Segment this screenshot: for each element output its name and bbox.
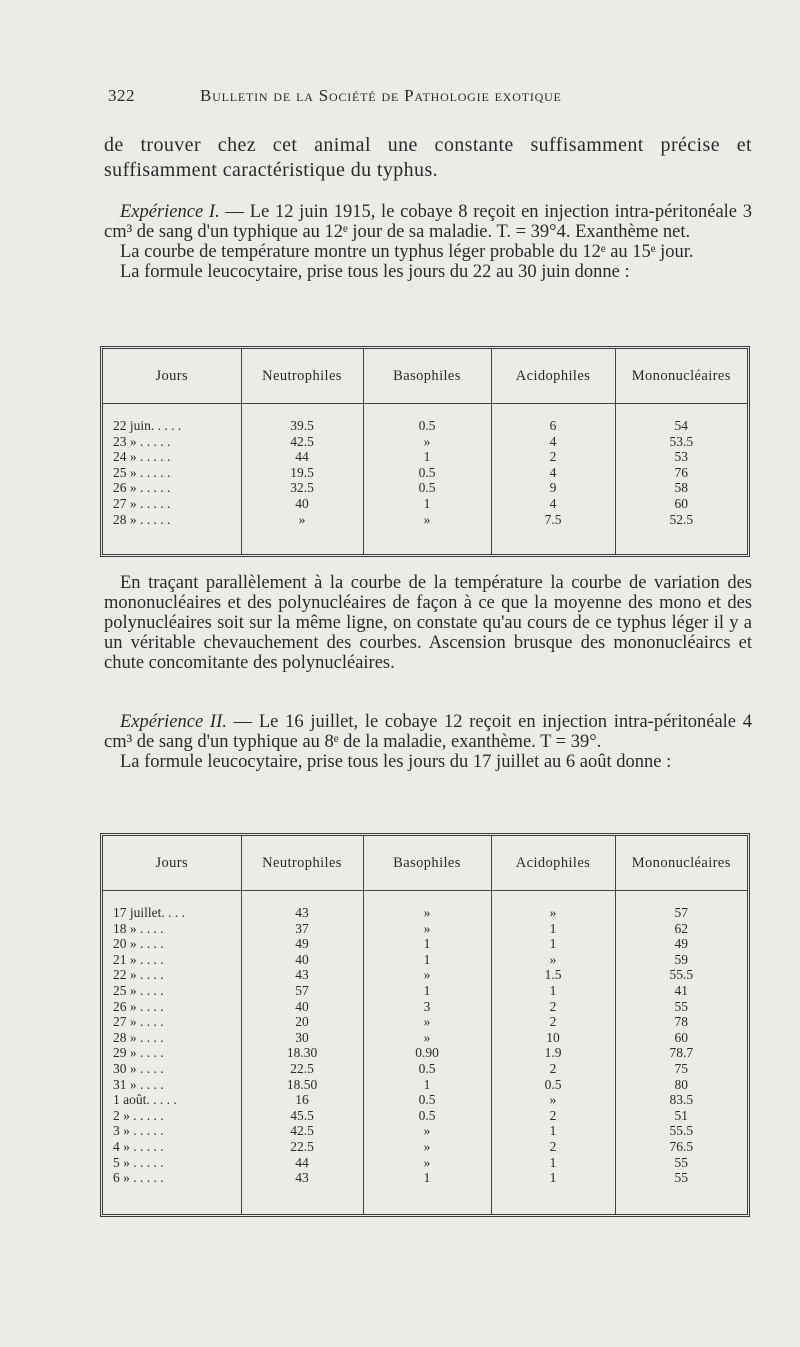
table-experiment-1 bbox=[100, 346, 750, 557]
column-header-acidophiles: Acidophiles bbox=[491, 836, 615, 891]
cell-neutrophiles: 20 bbox=[241, 1014, 363, 1030]
cell-neutrophiles: 42.5 bbox=[241, 434, 363, 450]
table-row bbox=[103, 952, 747, 968]
paragraph: La formule leucocytaire, prise tous les jours du 22 au 30 juin donne : bbox=[120, 262, 630, 282]
page-number: 322 bbox=[108, 86, 135, 105]
cell-day: 28 » . . . . . bbox=[103, 512, 241, 528]
cell-neutrophiles: 40 bbox=[241, 496, 363, 512]
cell-day: 28 » . . . . bbox=[103, 1030, 241, 1046]
experiment-2-label: Expérience II. bbox=[120, 712, 227, 732]
cell-acidophiles: » bbox=[491, 1092, 615, 1108]
journal-title: Bulletin de la Société de Pathologie exotique bbox=[200, 86, 562, 105]
cell-day: 18 » . . . . bbox=[103, 921, 241, 937]
cell-mononucleaires: 55.5 bbox=[669, 1123, 694, 1139]
cell-acidophiles: 4 bbox=[491, 434, 615, 450]
table-row bbox=[103, 1030, 747, 1046]
cell-day: 26 » . . . . bbox=[103, 999, 241, 1015]
table-filler-row bbox=[103, 527, 747, 554]
experiment-2-body: — Le 16 juillet, le cobaye 12 reçoit en injection intra-péritonéale 4 cm³ de sang d'un typhique au 8ᵉ de la maladie, exanthème. T = 39°. bbox=[104, 712, 752, 752]
filler-cell bbox=[363, 527, 491, 554]
cell-acidophiles: 1 bbox=[491, 1123, 615, 1139]
cell-neutrophiles: 43 bbox=[241, 967, 363, 983]
cell-neutrophiles: 44 bbox=[241, 449, 363, 465]
table-header-row bbox=[103, 836, 747, 891]
cell-day: 27 » . . . . bbox=[103, 1014, 241, 1030]
table-row bbox=[103, 1139, 747, 1155]
cell-mononucleaires: 58 bbox=[674, 480, 688, 496]
table-row bbox=[103, 967, 747, 983]
column-header-mononucleaires: Mononucléaires bbox=[615, 836, 747, 891]
paragraph: La courbe de température montre un typhus léger probable du 12ᵉ au 15ᵉ jour. bbox=[120, 242, 694, 262]
table-experiment-2 bbox=[100, 833, 750, 1217]
cell-mononucleaires: 78.7 bbox=[669, 1045, 694, 1061]
cell-mononucleaires: 41 bbox=[674, 982, 688, 998]
table-row bbox=[103, 983, 747, 999]
cell-day: 29 » . . . . bbox=[103, 1045, 241, 1061]
table-row bbox=[103, 480, 747, 496]
cell-acidophiles: 2 bbox=[491, 1139, 615, 1155]
cell-mononucleaires: 55.5 bbox=[669, 967, 694, 983]
experiment-2-text bbox=[104, 712, 752, 772]
experiment-1-label: Expérience I. bbox=[120, 202, 220, 222]
cell-neutrophiles: 43 bbox=[241, 891, 363, 921]
discussion-text bbox=[104, 573, 752, 673]
column-header-neutrophiles: Neutrophiles bbox=[241, 349, 363, 404]
filler-cell bbox=[363, 1186, 491, 1214]
table-row bbox=[103, 999, 747, 1015]
data-table bbox=[103, 349, 747, 554]
filler-cell bbox=[241, 1186, 363, 1214]
cell-day: 17 juillet. . . . bbox=[103, 891, 241, 921]
cell-neutrophiles: 22.5 bbox=[241, 1139, 363, 1155]
cell-day: 26 » . . . . . bbox=[103, 480, 241, 496]
cell-day: 3 » . . . . . bbox=[103, 1123, 241, 1139]
filler-cell bbox=[241, 527, 363, 554]
experiment-1-text bbox=[104, 202, 752, 282]
cell-mononucleaires: 76.5 bbox=[669, 1138, 694, 1154]
cell-acidophiles: 10 bbox=[491, 1030, 615, 1046]
cell-basophiles: » bbox=[363, 1030, 491, 1046]
cell-acidophiles: 1 bbox=[491, 983, 615, 999]
table-header-row bbox=[103, 349, 747, 404]
cell-basophiles: 0.5 bbox=[363, 480, 491, 496]
column-header-basophiles: Basophiles bbox=[363, 836, 491, 891]
cell-basophiles: » bbox=[363, 512, 491, 528]
paragraph: La formule leucocytaire, prise tous les jours du 17 juillet au 6 août donne : bbox=[120, 752, 672, 772]
intro-text bbox=[104, 133, 752, 183]
cell-neutrophiles: 39.5 bbox=[241, 404, 363, 434]
cell-day: 30 » . . . . bbox=[103, 1061, 241, 1077]
cell-mononucleaires: 59 bbox=[674, 951, 688, 967]
cell-basophiles: 3 bbox=[363, 999, 491, 1015]
cell-mononucleaires: 62 bbox=[674, 920, 688, 936]
cell-mononucleaires: 52.5 bbox=[669, 511, 694, 527]
cell-neutrophiles: 49 bbox=[241, 936, 363, 952]
column-header-acidophiles: Acidophiles bbox=[491, 349, 615, 404]
cell-day: 22 juin. . . . . bbox=[103, 404, 241, 434]
table-row bbox=[103, 1170, 747, 1186]
cell-mononucleaires: 60 bbox=[674, 1029, 688, 1045]
paragraph: de trouver chez cet animal une constante suffisamment précise et suffisamment caractéristique du typhus. bbox=[104, 134, 752, 181]
cell-day: 23 » . . . . . bbox=[103, 434, 241, 450]
cell-mononucleaires: 53 bbox=[674, 449, 688, 465]
cell-acidophiles: » bbox=[491, 891, 615, 921]
cell-basophiles: » bbox=[363, 434, 491, 450]
cell-neutrophiles: 40 bbox=[241, 952, 363, 968]
cell-acidophiles: 2 bbox=[491, 1108, 615, 1124]
cell-basophiles: 1 bbox=[363, 936, 491, 952]
cell-mononucleaires: 60 bbox=[674, 495, 688, 511]
table-row bbox=[103, 1045, 747, 1061]
cell-mononucleaires: 53.5 bbox=[669, 433, 694, 449]
cell-neutrophiles: 57 bbox=[241, 983, 363, 999]
cell-mononucleaires: 80 bbox=[674, 1076, 688, 1092]
cell-neutrophiles: 30 bbox=[241, 1030, 363, 1046]
cell-acidophiles: 1 bbox=[491, 1155, 615, 1171]
table-row bbox=[103, 496, 747, 512]
filler-cell bbox=[491, 1186, 615, 1214]
cell-acidophiles: 2 bbox=[491, 449, 615, 465]
column-header-neutrophiles: Neutrophiles bbox=[241, 836, 363, 891]
cell-day: 25 » . . . . . bbox=[103, 465, 241, 481]
paragraph: En traçant parallèlement à la courbe de la température la courbe de variation des mononucléaires et des polynucléaires de façon à ce que la moyenne des mono et des polynucléaires soit sur la même ligne, on constate qu'au cours de ce typhus léger il y a un véritable chevauchement des courbes. Ascension brusque des mononucléaircs et chute concomitante des polynucléaires. bbox=[104, 573, 752, 673]
cell-acidophiles: 4 bbox=[491, 465, 615, 481]
cell-basophiles: 1 bbox=[363, 449, 491, 465]
table-row bbox=[103, 1061, 747, 1077]
cell-neutrophiles: 19.5 bbox=[241, 465, 363, 481]
cell-basophiles: 0.5 bbox=[363, 465, 491, 481]
table-row bbox=[103, 404, 747, 434]
cell-mononucleaires: 83.5 bbox=[669, 1092, 694, 1108]
cell-day: 24 » . . . . . bbox=[103, 449, 241, 465]
cell-neutrophiles: 43 bbox=[241, 1170, 363, 1186]
table-row bbox=[103, 512, 747, 528]
cell-mononucleaires: 75 bbox=[674, 1060, 688, 1076]
experiment-1-paragraph bbox=[104, 202, 752, 242]
table-row bbox=[103, 434, 747, 450]
cell-mononucleaires: 49 bbox=[674, 936, 688, 952]
cell-acidophiles: 2 bbox=[491, 1061, 615, 1077]
table-row bbox=[103, 1014, 747, 1030]
cell-day: 4 » . . . . . bbox=[103, 1139, 241, 1155]
experiment-1-body: — Le 12 juin 1915, le cobaye 8 reçoit en injection intra-péritonéale 3 cm³ de sang d'un typhique au 12ᵉ jour de sa maladie. T. = 39°4. Exanthème net. bbox=[104, 202, 752, 242]
cell-basophiles: 1 bbox=[363, 952, 491, 968]
cell-neutrophiles: 16 bbox=[241, 1092, 363, 1108]
column-header-basophiles: Basophiles bbox=[363, 349, 491, 404]
cell-basophiles: 0.5 bbox=[363, 1092, 491, 1108]
filler-cell bbox=[615, 1186, 747, 1214]
table-filler-row bbox=[103, 1186, 747, 1214]
cell-basophiles: 1 bbox=[363, 983, 491, 999]
cell-basophiles: 0.5 bbox=[363, 1108, 491, 1124]
cell-mononucleaires: 54 bbox=[674, 418, 688, 433]
cell-basophiles: » bbox=[363, 1014, 491, 1030]
cell-day: 2 » . . . . . bbox=[103, 1108, 241, 1124]
column-header-day: Jours bbox=[103, 836, 241, 891]
cell-basophiles: 0.5 bbox=[363, 1061, 491, 1077]
cell-basophiles: » bbox=[363, 1139, 491, 1155]
filler-cell bbox=[491, 527, 615, 554]
cell-basophiles: » bbox=[363, 1155, 491, 1171]
cell-neutrophiles: 42.5 bbox=[241, 1123, 363, 1139]
table-row bbox=[103, 891, 747, 921]
cell-acidophiles: 4 bbox=[491, 496, 615, 512]
cell-day: 5 » . . . . . bbox=[103, 1155, 241, 1171]
table-row bbox=[103, 1092, 747, 1108]
cell-mononucleaires: 55 bbox=[674, 1154, 688, 1170]
filler-cell bbox=[103, 527, 241, 554]
cell-neutrophiles: 44 bbox=[241, 1155, 363, 1171]
cell-day: 31 » . . . . bbox=[103, 1077, 241, 1093]
cell-neutrophiles: 22.5 bbox=[241, 1061, 363, 1077]
cell-mononucleaires: 57 bbox=[674, 905, 688, 920]
cell-basophiles: 1 bbox=[363, 1170, 491, 1186]
cell-basophiles: » bbox=[363, 891, 491, 921]
cell-acidophiles: 7.5 bbox=[491, 512, 615, 528]
table-row bbox=[103, 1077, 747, 1093]
cell-basophiles: 1 bbox=[363, 1077, 491, 1093]
cell-acidophiles: 0.5 bbox=[491, 1077, 615, 1093]
cell-mononucleaires: 78 bbox=[674, 1014, 688, 1030]
cell-day: 25 » . . . . bbox=[103, 983, 241, 999]
cell-acidophiles: 6 bbox=[491, 404, 615, 434]
table-row bbox=[103, 1123, 747, 1139]
cell-acidophiles: 9 bbox=[491, 480, 615, 496]
cell-basophiles: » bbox=[363, 921, 491, 937]
cell-day: 22 » . . . . bbox=[103, 967, 241, 983]
cell-neutrophiles: 18.30 bbox=[241, 1045, 363, 1061]
cell-day: 21 » . . . . bbox=[103, 952, 241, 968]
cell-basophiles: 0.5 bbox=[363, 404, 491, 434]
cell-basophiles: 0.90 bbox=[363, 1045, 491, 1061]
cell-basophiles: » bbox=[363, 967, 491, 983]
experiment-2-paragraph bbox=[104, 712, 752, 752]
cell-acidophiles: 2 bbox=[491, 1014, 615, 1030]
table-row bbox=[103, 921, 747, 937]
table-row bbox=[103, 1155, 747, 1171]
table-row bbox=[103, 449, 747, 465]
cell-neutrophiles: 37 bbox=[241, 921, 363, 937]
cell-acidophiles: 1 bbox=[491, 1170, 615, 1186]
cell-neutrophiles: 32.5 bbox=[241, 480, 363, 496]
cell-acidophiles: 1 bbox=[491, 921, 615, 937]
cell-neutrophiles: 18.50 bbox=[241, 1077, 363, 1093]
cell-day: 27 » . . . . . bbox=[103, 496, 241, 512]
column-header-day: Jours bbox=[103, 349, 241, 404]
cell-day: 20 » . . . . bbox=[103, 936, 241, 952]
cell-neutrophiles: 45.5 bbox=[241, 1108, 363, 1124]
cell-acidophiles: 2 bbox=[491, 999, 615, 1015]
table-row bbox=[103, 465, 747, 481]
table-row bbox=[103, 936, 747, 952]
cell-mononucleaires: 55 bbox=[674, 1170, 688, 1186]
filler-cell bbox=[103, 1186, 241, 1214]
table-row bbox=[103, 1108, 747, 1124]
cell-neutrophiles: » bbox=[241, 512, 363, 528]
cell-basophiles: 1 bbox=[363, 496, 491, 512]
cell-day: 6 » . . . . . bbox=[103, 1170, 241, 1186]
data-table bbox=[103, 836, 747, 1214]
column-header-mononucleaires: Mononucléaires bbox=[615, 349, 747, 404]
cell-day: 1 août. . . . . bbox=[103, 1092, 241, 1108]
cell-basophiles: » bbox=[363, 1123, 491, 1139]
cell-acidophiles: 1 bbox=[491, 936, 615, 952]
filler-cell bbox=[615, 527, 747, 554]
cell-mononucleaires: 51 bbox=[674, 1107, 688, 1123]
cell-mononucleaires: 55 bbox=[674, 998, 688, 1014]
cell-neutrophiles: 40 bbox=[241, 999, 363, 1015]
cell-acidophiles: 1.9 bbox=[491, 1045, 615, 1061]
cell-acidophiles: » bbox=[491, 952, 615, 968]
cell-acidophiles: 1.5 bbox=[491, 967, 615, 983]
cell-mononucleaires: 76 bbox=[674, 464, 688, 480]
